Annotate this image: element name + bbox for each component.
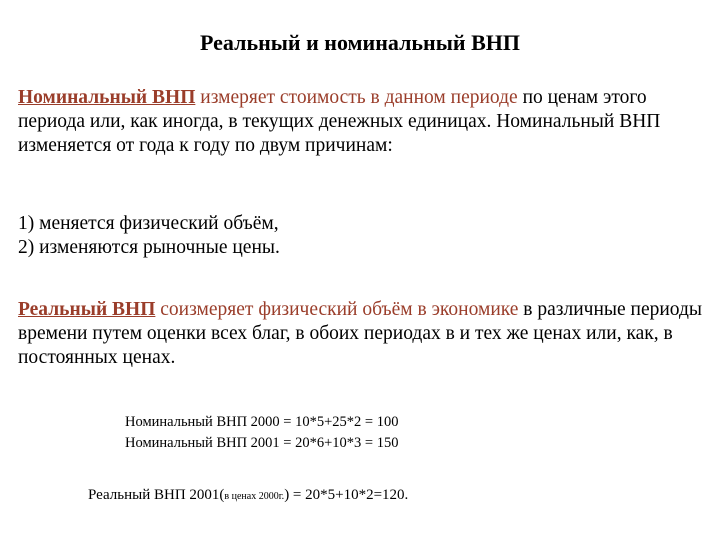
nominal-formulas	[125, 412, 398, 454]
real-accent-text: соизмеряет физический объём в экономике	[155, 299, 519, 320]
nominal-term: Номинальный ВНП	[18, 87, 196, 108]
real-definition	[18, 298, 708, 370]
nominal-accent-text: измеряет стоимость в данном периоде	[195, 87, 518, 108]
formula-line: Номинальный ВНП 2001 = 20*6+10*3 = 150	[125, 435, 399, 451]
nominal-definition	[18, 86, 708, 158]
slide-title: Реальный и номинальный ВНП	[200, 30, 520, 55]
reasons-list	[18, 212, 708, 260]
real-formula-suffix: ) = 20*5+10*2=120.	[284, 487, 409, 503]
reason-item: 2) изменяются рыночные цены.	[18, 237, 280, 258]
nominal-rest-text: по ценам этого периода или, как иногда, в текущих денежных единицах. Номинальный ВНП изменяется от года к году по двум причинам:	[18, 87, 661, 156]
real-formula-prefix: Реальный ВНП 2001(	[88, 487, 225, 503]
formula-line: Номинальный ВНП 2000 = 10*5+25*2 = 100	[125, 414, 399, 430]
real-formula	[88, 487, 408, 504]
real-term: Реальный ВНП	[18, 299, 156, 320]
reason-item: 1) меняется физический объём,	[18, 213, 279, 234]
real-rest-text: в различные периоды времени путем оценки всех благ, в обоих периодах в и тех же ценах или, как, в постоянных ценах.	[18, 299, 702, 368]
real-formula-note: в ценах 2000г.	[224, 491, 285, 502]
